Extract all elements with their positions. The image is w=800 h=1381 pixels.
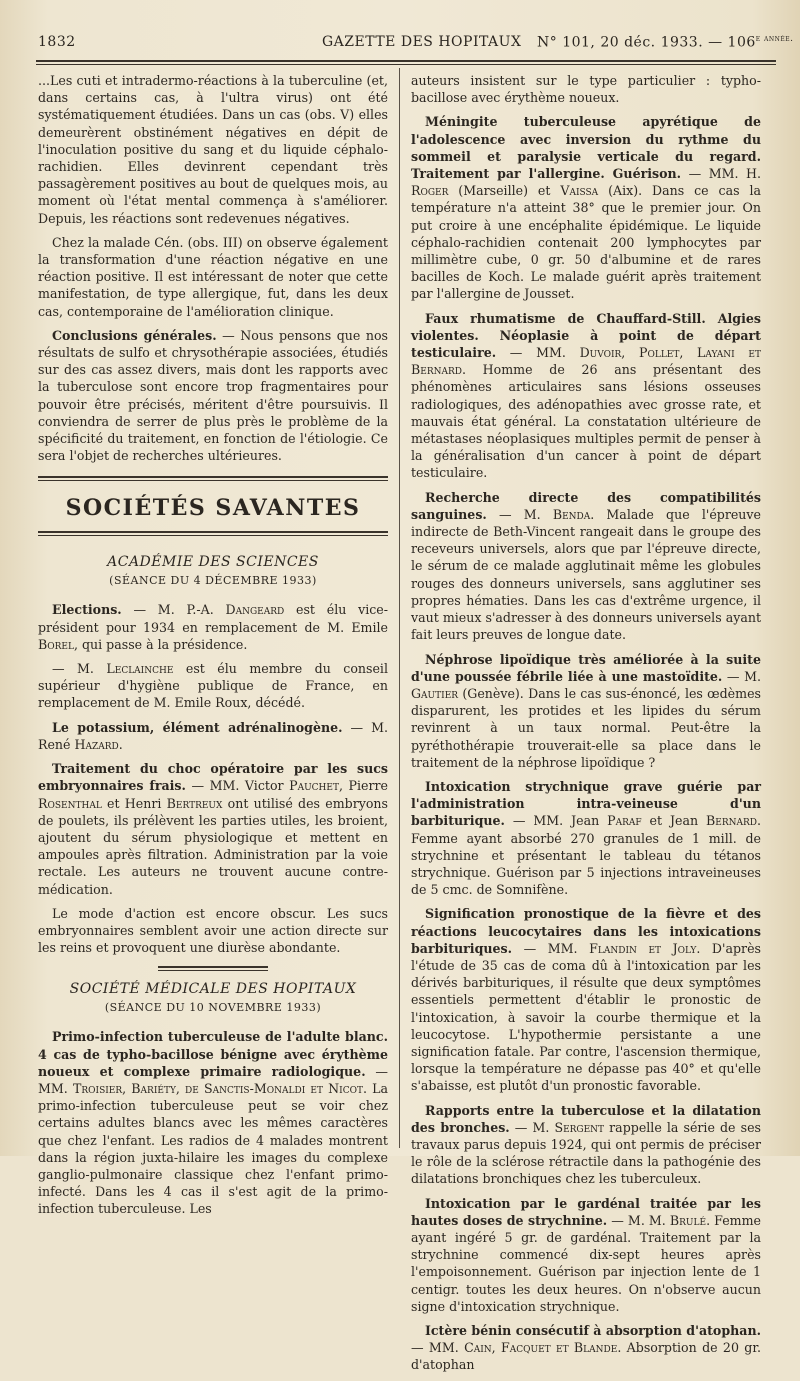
author-rosenthal: Rosenthal — [38, 795, 102, 811]
author-sergent: Sergent — [554, 1119, 605, 1135]
item-gardenal — [411, 1195, 761, 1315]
potassium-title: Le potassium, élément adrénalinogène. — [52, 719, 343, 735]
item-primo-infection — [38, 1028, 388, 1217]
item-mode-action: Le mode d'action est encore obscur. Les sucs embryonnaires semblent avoir une action directe sur les reins et provoquent une diurèse abondante. — [38, 905, 388, 956]
header-rule-thin — [36, 64, 776, 65]
bronches-text-a: — M. — [509, 1119, 555, 1135]
page-number: 1832 — [38, 34, 76, 50]
item-ictere — [411, 1322, 761, 1374]
header-rule — [36, 60, 776, 62]
meningite-text-b: (Marseille) et — [448, 183, 561, 199]
author-leclainche: Leclainche — [106, 661, 174, 677]
nephrose-title: Néphrose lipoïdique très améliorée à la suite d'une poussée fébrile liée à une mastoïdite. — [411, 651, 761, 684]
society-heading: SOCIÉTÉ MÉDICALE DES HOPITAUX — [69, 981, 357, 998]
item-elections — [38, 601, 388, 653]
issue-number: N° 101, 20 déc. 1933. — 106 — [537, 34, 756, 51]
compatibilites-title: Recherche directe des compatibilités sanguines. — [411, 489, 761, 522]
bronches-title: Rapports entre la tuberculose et la dilatation des bronches. — [411, 1102, 761, 1135]
choc-text-a: — MM. Victor — [185, 778, 290, 794]
author-vaissa: Vaissa — [560, 183, 599, 199]
leclainche-text-a: — M. — [52, 661, 107, 677]
right-column — [411, 72, 761, 1381]
choc-text-c: et Henri — [101, 795, 167, 811]
authors-flandin: Flandin et Joly — [589, 940, 697, 956]
author-borel: Borel — [38, 636, 74, 652]
bronches-text-b: rappelle la série de ses travaux parus depuis 1924, qui ont permis de préciser le rôle de la sclérose rétractile dans la pathogénie des dilatations bronchiques chez les tuberculeux. — [411, 1119, 761, 1187]
paragraph-transformation: Chez la malade Cén. (obs. III) on observe également la transformation d'une réaction négative en une réaction positive. Il est intéressant de noter que cette manifestation, de type allergique, fut, dans les deux cas, contemporaine de l'amélioration clinique. — [38, 234, 388, 319]
authors-duvoir: Duvoir, Pollet, Layani et Bernard — [411, 345, 761, 378]
primo-text-a: — MM. — [38, 1063, 388, 1096]
strychnique-text-a: — MM. Jean — [504, 813, 608, 829]
choc-text-b: , Pierre — [338, 778, 388, 794]
authors-troisier: Troisier, Bariéty, de Sanctis-Monaldi et Nicot — [72, 1080, 363, 1096]
primo-infection-title: Primo-infection tuberculeuse de l'adulte blanc. 4 cas de typho-bacillose bénigne avec érythème noueux et complexe primaire radiologique. — [38, 1029, 388, 1079]
author-dangeard: Dangeard — [225, 602, 285, 618]
pronostique-text-a: — MM. — [512, 940, 590, 956]
conclusions-title: Conclusions générales. — [52, 327, 217, 343]
author-bernard: Bernard — [706, 813, 757, 829]
item-dilatation-bronches — [411, 1102, 761, 1188]
ictere-text-a: — MM. — [411, 1340, 465, 1356]
elections-text-a: — M. P.-A. — [121, 602, 226, 618]
elections-text-b: est élu vice-président pour 1934 en remplacement de M. Emile — [38, 602, 388, 635]
author-bertreux: Bertreux — [166, 795, 223, 811]
author-roger: Roger — [411, 183, 449, 199]
item-signification-pronostique — [411, 905, 761, 1094]
separator-rule — [158, 966, 268, 968]
author-gautier: Gautier — [411, 685, 459, 701]
nephrose-text-a: — M. — [722, 668, 761, 684]
item-meningite — [411, 113, 761, 302]
issue-info — [537, 34, 793, 51]
author-brule: Brulé — [669, 1212, 707, 1228]
society-session: (SÉANCE DU 10 NOVEMBRE 1933) — [104, 1001, 322, 1015]
pronostique-title: Signification pronostique de la fièvre et des réactions leucocytaires dans les intoxications barbituriques. — [411, 906, 761, 956]
rhumatisme-title: Faux rhumatisme de Chauffard-Still. Algies violentes. Néoplasie à point de départ testiculaire. — [411, 310, 761, 361]
item-strychnique — [411, 778, 761, 898]
author-hazard: Hazard — [74, 736, 119, 752]
gardenal-title: Intoxication par le gardénal traitée par les hautes doses de strychnine. — [411, 1195, 761, 1228]
strychnique-text-b: et Jean — [641, 813, 707, 829]
item-faux-rhumatisme — [411, 310, 761, 482]
compatibilites-text-a: — M. — [486, 506, 553, 522]
academy-heading: ACADÉMIE DES SCIENCES — [107, 554, 319, 571]
nephrose-text-b: (Genève). Dans le cas sus-énoncé, les œdèmes disparurent, les protides et les lipides du sérum revinrent à un taux normal. Peut-être la pyréthothérapie trouverait-elle sa place dans le traitement de la néphrose lipoïdique ? — [411, 685, 761, 770]
paragraph-conclusions — [38, 327, 388, 465]
item-compatibilites — [411, 489, 761, 644]
gardenal-text-b: . Femme ayant ingéré 5 gr. de gardénal. Traitement par la strychnine commencé dix-sept heures après l'empoisonnement. Guérison par injection lente de 1 centigr. toutes les deux heures. On n'observe aucun signe d'intoxication strychnique. — [411, 1212, 761, 1314]
potassium-text-a: — M. René — [38, 719, 388, 752]
primo-text-b: . La primo-infection tuberculeuse peut se voir chez certains adultes blancs avec les mêmes caractères que chez l'enfant. Les radios de 4 malades montrent dans la région juxta-hilaire les images du complexe ganglio-pulmonaire classique chez l'enfant primo-infecté. Dans les 4 cas il s'est agit de la primo-infection tuberculeuse. Les — [38, 1080, 388, 1217]
section-title: SOCIÉTÉS SAVANTES — [65, 495, 361, 522]
paragraph-continuation: auteurs insistent sur le type particulier : typho-bacillose avec érythème noueux. — [411, 73, 761, 106]
column-divider — [399, 68, 400, 1148]
separator-rule-thin — [158, 970, 268, 971]
rhumatisme-text-a: — MM. — [496, 345, 580, 361]
potassium-text-b: . — [118, 736, 123, 752]
choc-text-d: ont utilisé des embryons de poulets, ils prélèvent les parties utiles, les broient, ajoutent du sérum physiologique et mettent en ampoules après filtration. Administration par la voie rectale. Les auteurs ne trouvent aucune contre-médication. — [38, 795, 388, 897]
leclainche-text-b: est élu membre du conseil supérieur d'hygiène publique de France, en remplacement de M. Emile Roux, décédé. — [38, 661, 388, 711]
item-potassium — [38, 719, 388, 753]
authors-cain: Cain, Facquet et Blande — [464, 1340, 618, 1356]
journal-title: GAZETTE DES HOPITAUX — [322, 34, 522, 50]
elections-title: Elections. — [52, 602, 122, 618]
elections-text-c: , qui passe à la présidence. — [73, 636, 248, 652]
section-rule-bottom — [38, 531, 388, 536]
rhumatisme-text-b: . Homme de 26 ans présentant des phénomènes articulaires sans lésions osseuses radiologiques, des adénopathies avec grosse rate, et mauvais état général. La constatation ultérieure de métastases néoplasiques multiples permit de penser à la généralisation d'un cancer à point de départ testiculaire. — [411, 362, 761, 481]
strychnique-text-c: . Femme ayant absorbé 270 granules de 1 mill. de strychnine et présentant le tableau du tétanos strychnique. Guérison par 5 injections intraveineuses de 5 cmc. de Somnifène. — [411, 813, 761, 898]
conclusions-text: — Nous pensons que nos résultats de sulfo et chrysothérapie associées, étudiés sur des cas assez divers, mais dont les rapports avec la tuberculose sont encore trop fragmentaires pour pouvoir être précisés, méritent d'être poursuivis. Il conviendra de serrer de plus près le problème de la spécificité du traitement, en fonction de l'étiologie. Ce sera l'objet de recherches ultérieures. — [38, 327, 388, 464]
pronostique-text-b: . D'après l'étude de 35 cas de coma dû à l'intoxication par les dérivés barbituriques, il résulte que deux symptômes essentiels permettent d'établir le pronostic de l'intoxication, à savoir la courbe thermique et la leucocytose. L'hypothermie persistante a une signification fatale. Par contre, l'ascension thermique, lorsque la température ne dépasse pas 40° et qu'elle s'abaisse, est plutôt d'un pronostic favorable. — [411, 940, 761, 1094]
meningite-text-a: — MM. H. — [681, 166, 761, 182]
author-pauchet: Pauchet — [289, 778, 339, 794]
meningite-text-c: (Aix). Dans ce cas la température n'a atteint 38° que le premier jour. On put croire à une encéphalite épidémique. Le liquide céphalo-rachidien contenait 200 lymphocytes par millimètre cube, 0 gr. 50 d'albumine et de rares bacilles de Koch. Le malade guérit après traitement par l'allergine de Jousset. — [411, 183, 761, 302]
item-leclainche — [38, 660, 388, 712]
meningite-title: Méningite tuberculeuse apyrétique de l'adolescence avec inversion du rythme du sommeil et paralysie verticale du regard. Traitement par l'allergine. Guérison. — [411, 114, 761, 182]
year-suffix: e année. — [755, 34, 794, 44]
strychnique-title: Intoxication strychnique grave guérie par l'administration intra-veineuse d'un barbiturique. — [411, 778, 761, 829]
section-rule-top — [38, 476, 388, 481]
ictere-title: Ictère bénin consécutif à absorption d'atophan. — [425, 1323, 761, 1339]
left-column — [38, 72, 388, 1225]
gardenal-text-a: — M. M. — [607, 1212, 670, 1228]
author-benda: Benda — [552, 506, 591, 522]
choc-title: Traitement du choc opératoire par les sucs embryonnaires frais. — [38, 761, 388, 794]
item-choc-operatoire — [38, 760, 388, 898]
ictere-text-b: . Absorption de 20 gr. d'atophan — [411, 1340, 761, 1373]
compatibilites-text-b: . Malade que l'épreuve indirecte de Beth-Vincent rangeait dans le groupe des receveurs universels, alors que par l'épreuve directe, le sérum de ce malade agglutinait même les globules rouges des donneurs universels, sans agglutiner ses propres hématies. Dans les cas d'extrême urgence, il vaut mieux s'adresser à des donneurs universels ayant fait leurs preuves de longue date. — [411, 506, 761, 643]
academy-session: (SÉANCE DU 4 DÉCEMBRE 1933) — [109, 574, 317, 588]
paragraph-reactions: ...Les cuti et intradermo-réactions à la tuberculine (et, dans certains cas, à l'ultra virus) ont été systématiquement étudiées. Dans un cas (obs. V) elles demeurèrent obstinément négatives en dépit de l'inoculation positive du sang et du liquide céphalo-rachidien. Elles devinrent cependant très passagèrement positives au bout de quelques mois, au moment où l'état mental commença à s'améliorer. Depuis, les réactions sont redevenues négatives. — [38, 73, 388, 226]
item-nephrose — [411, 651, 761, 771]
author-paraf: Paraf — [607, 813, 642, 829]
